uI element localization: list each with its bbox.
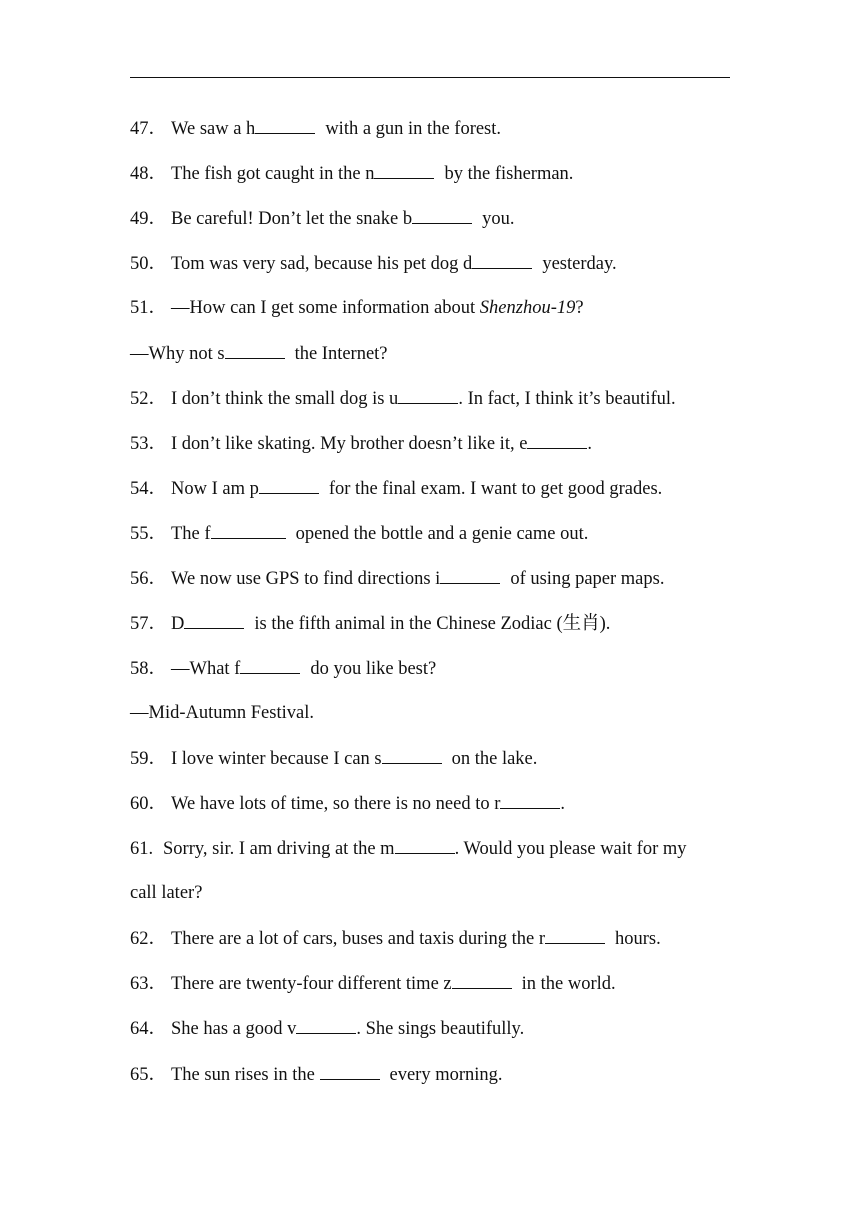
- answer-blank[interactable]: [452, 972, 512, 989]
- question-text-italic: Shenzhou-19: [479, 298, 576, 318]
- question-number: 54．: [130, 479, 168, 499]
- question-60: [130, 792, 565, 815]
- answer-blank[interactable]: [412, 207, 472, 224]
- question-number: 55．: [130, 524, 168, 544]
- question-number: 64．: [130, 1019, 168, 1039]
- question-text: D: [171, 614, 185, 634]
- question-text: is the fifth animal in the Chinese Zodiac (生肖).: [254, 614, 611, 634]
- question-text: in the world.: [521, 974, 616, 994]
- question-text: .: [587, 434, 593, 454]
- answer-blank[interactable]: [527, 432, 587, 449]
- question-text: Now I am p: [171, 479, 259, 499]
- question-50: [130, 252, 617, 275]
- question-text: on the lake.: [451, 749, 538, 769]
- question-text: ?: [575, 298, 584, 318]
- question-62: [130, 927, 661, 950]
- question-number: 47．: [130, 119, 168, 139]
- question-49: [130, 207, 514, 230]
- answer-blank[interactable]: [211, 522, 286, 539]
- answer-blank[interactable]: [184, 612, 244, 629]
- question-59: [130, 747, 537, 770]
- question-text: —Mid-Autumn Festival.: [130, 703, 314, 723]
- question-text: . In fact, I think it’s beautiful.: [458, 389, 676, 409]
- question-text: —What f: [171, 659, 241, 679]
- question-text: do you like best?: [310, 659, 437, 679]
- answer-blank[interactable]: [259, 477, 319, 494]
- question-56: [130, 567, 664, 590]
- question-58: [130, 657, 436, 680]
- question-text: call later?: [130, 883, 203, 903]
- question-61-continued: [130, 882, 202, 904]
- question-text: opened the bottle and a genie came out.: [295, 524, 589, 544]
- question-number: 49．: [130, 209, 168, 229]
- answer-blank[interactable]: [320, 1063, 380, 1080]
- question-text: you.: [482, 209, 515, 229]
- answer-blank[interactable]: [398, 387, 458, 404]
- answer-blank[interactable]: [296, 1017, 356, 1034]
- question-number: 53．: [130, 434, 168, 454]
- question-52: [130, 387, 676, 410]
- question-number: 56．: [130, 569, 168, 589]
- question-text: . She sings beautifully.: [356, 1019, 525, 1039]
- question-63: [130, 972, 616, 995]
- question-text: There are twenty-four different time z: [171, 974, 452, 994]
- question-47: [130, 117, 501, 140]
- question-number: 63．: [130, 974, 168, 994]
- answer-blank[interactable]: [472, 252, 532, 269]
- question-number: 60．: [130, 794, 168, 814]
- question-text: hours.: [614, 929, 661, 949]
- question-text: I love winter because I can s: [171, 749, 382, 769]
- question-text: The sun rises in the: [171, 1065, 320, 1085]
- question-number: 51．: [130, 298, 168, 318]
- question-text: Be careful! Don’t let the snake b: [171, 209, 413, 229]
- question-number: 57．: [130, 614, 168, 634]
- question-48: [130, 162, 573, 185]
- question-text: The f: [171, 524, 211, 544]
- question-51-reply: [130, 342, 388, 365]
- answer-blank[interactable]: [382, 747, 442, 764]
- question-text: We have lots of time, so there is no need to r: [171, 794, 501, 814]
- question-61: [130, 837, 687, 860]
- question-number: 62．: [130, 929, 168, 949]
- question-number: 65．: [130, 1065, 168, 1085]
- question-text: Tom was very sad, because his pet dog d: [171, 254, 473, 274]
- question-number: 61.: [130, 839, 154, 859]
- question-number: 59．: [130, 749, 168, 769]
- question-57: [130, 612, 610, 635]
- question-text: We now use GPS to find directions i: [171, 569, 441, 589]
- question-55: [130, 522, 588, 545]
- question-53: [130, 432, 592, 455]
- question-64: [130, 1017, 524, 1040]
- question-text: of using paper maps.: [510, 569, 665, 589]
- question-text: She has a good v: [171, 1019, 297, 1039]
- answer-blank[interactable]: [440, 567, 500, 584]
- question-text: We saw a h: [171, 119, 256, 139]
- answer-blank[interactable]: [374, 162, 434, 179]
- question-text: yesterday.: [542, 254, 617, 274]
- answer-blank[interactable]: [255, 117, 315, 134]
- question-54: [130, 477, 662, 500]
- question-text: —Why not s: [130, 344, 225, 364]
- header-rule: [130, 77, 730, 78]
- question-51: [130, 297, 584, 319]
- question-text: I don’t like skating. My brother doesn’t like it, e: [171, 434, 528, 454]
- question-text: Sorry, sir. I am driving at the m: [163, 839, 395, 859]
- question-text: .: [560, 794, 565, 814]
- question-58-reply: [130, 702, 314, 724]
- question-text: the Internet?: [294, 344, 388, 364]
- question-text: I don’t think the small dog is u: [171, 389, 399, 409]
- question-number: 50．: [130, 254, 168, 274]
- question-text: with a gun in the forest.: [325, 119, 502, 139]
- question-text: every morning.: [389, 1065, 503, 1085]
- question-65: [130, 1063, 503, 1086]
- question-text: The fish got caught in the n: [171, 164, 375, 184]
- question-number: 58．: [130, 659, 168, 679]
- question-text: for the final exam. I want to get good grades.: [328, 479, 663, 499]
- question-number: 48．: [130, 164, 168, 184]
- answer-blank[interactable]: [545, 927, 605, 944]
- question-text: . Would you please wait for my: [454, 839, 687, 859]
- question-text: —How can I get some information about: [171, 298, 480, 318]
- question-text: There are a lot of cars, buses and taxis during the r: [171, 929, 545, 949]
- question-number: 52．: [130, 389, 168, 409]
- answer-blank[interactable]: [500, 792, 560, 809]
- answer-blank[interactable]: [225, 342, 285, 359]
- answer-blank[interactable]: [395, 837, 455, 854]
- answer-blank[interactable]: [240, 657, 300, 674]
- question-text: by the fisherman.: [444, 164, 574, 184]
